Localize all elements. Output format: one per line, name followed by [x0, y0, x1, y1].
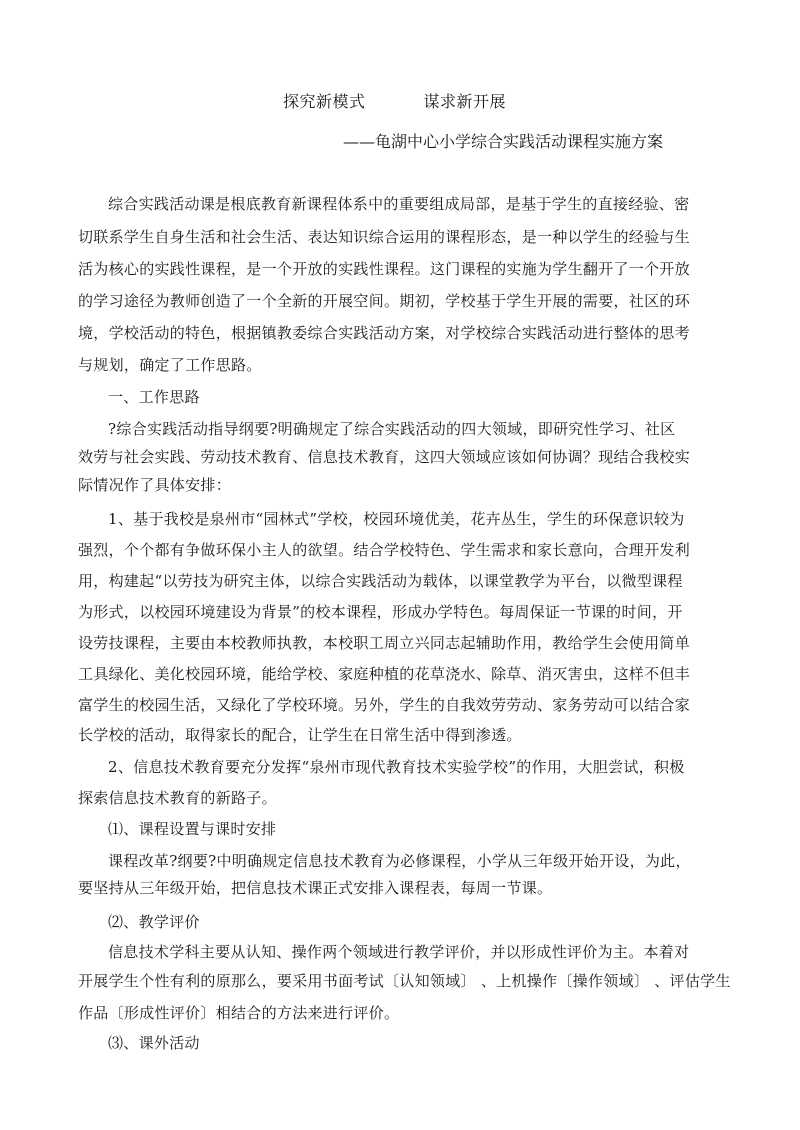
- section-heading: ⑴、课程设置与课时安排: [108, 820, 277, 838]
- paragraph-line: 课程改革?纲要?中明确规定信息技术教育为必修课程，小学从三年级开始开设，为此，: [108, 852, 691, 870]
- paragraph-line: 工具绿化、美化校园环境，能给学校、家庭种植的花草浇水、除草、消灭害虫，这样不但丰: [78, 665, 691, 683]
- paragraph-line: 境，学校活动的特色，根据镇教委综合实践活动方案，对学校综合实践活动进行整体的思考: [78, 324, 691, 342]
- title-part-1: 探究新模式: [283, 92, 366, 111]
- paragraph-line: 长学校的活动，取得家长的配合，让学生在日常生活中得到渗透。: [78, 726, 522, 744]
- paragraph-line: 切联系学生自身生活和社会生活、表达知识综合运用的课程形态，是一种以学生的经验与生: [78, 228, 691, 246]
- paragraph-line: 开展学生个性有利的原那么，要采用书面考试〔认知领域〕 、上机操作〔操作领域〕 、评估学生: [78, 972, 731, 990]
- paragraph-line: 2、信息技术教育要充分发挥“泉州市现代教育技术实验学校”的作用，大胆尝试，积极: [108, 758, 685, 776]
- page-subtitle: ——龟湖中心小学综合实践活动课程实施方案: [343, 132, 664, 151]
- section-heading: ⑵、教学评价: [108, 913, 200, 931]
- paragraph-line: 探索信息技术教育的新路子。: [78, 789, 277, 807]
- paragraph-line: ?综合实践活动指导纲要?明确规定了综合实践活动的四大领域，即研究性学习、社区: [108, 420, 676, 438]
- page-title: [283, 89, 506, 112]
- paragraph-line: 际情况作了具体安排：: [78, 476, 232, 494]
- paragraph-line: 强烈，个个都有争做环保小主人的欲望。结合学校特色、学生需求和家长意向，合理开发利: [78, 541, 691, 559]
- paragraph-line: 要坚持从三年级开始，把信息技术课正式安排入课程表，每周一节课。: [78, 879, 553, 897]
- paragraph-line: 富学生的校园生活，又绿化了学校环境。另外，学生的自我效劳劳动、家务劳动可以结合家: [78, 696, 691, 714]
- paragraph-line: 活为核心的实践性课程，是一个开放的实践性课程。这门课程的实施为学生翻开了一个开放: [78, 260, 691, 278]
- paragraph-line: 的学习途径为教师创造了一个全新的开展空间。期初，学校基于学生开展的需要，社区的环: [78, 292, 691, 310]
- paragraph-line: 作品〔形成性评价〕相结合的方法来进行评价。: [78, 1004, 400, 1022]
- paragraph-line: 1、基于我校是泉州市“园林式”学校，校园环境优美，花卉丛生，学生的环保意识较为: [108, 510, 685, 528]
- paragraph-line: 与规划，确定了工作思路。: [78, 356, 262, 374]
- title-part-2: 谋求新开展: [423, 92, 507, 111]
- paragraph-line: 效劳与社会实践、劳动技术教育、信息技术教育，这四大领域应该如何协调？现结合我校实: [78, 448, 691, 466]
- paragraph-line: 信息技术学科主要从认知、操作两个领域进行教学评价，并以形成性评价为主。本着对: [108, 943, 690, 961]
- paragraph-line: 用，构建起“以劳技为研究主体，以综合实践活动为载体，以课堂教学为平台，以微型课程: [78, 572, 683, 590]
- section-heading: ⑶、课外活动: [108, 1034, 200, 1052]
- section-heading: 一、工作思路: [108, 388, 200, 406]
- paragraph-line: 设劳技课程，主要由本校教师执教，本校职工周立兴同志起辅助作用，教给学生会使用简单: [78, 634, 691, 652]
- paragraph-line: 为形式，以校园环境建设为背景”的校本课程，形成办学特色。每周保证一节课的时间，开: [78, 603, 683, 621]
- paragraph-line: 综合实践活动课是根底教育新课程体系中的重要组成局部，是基于学生的直接经验、密: [108, 195, 690, 213]
